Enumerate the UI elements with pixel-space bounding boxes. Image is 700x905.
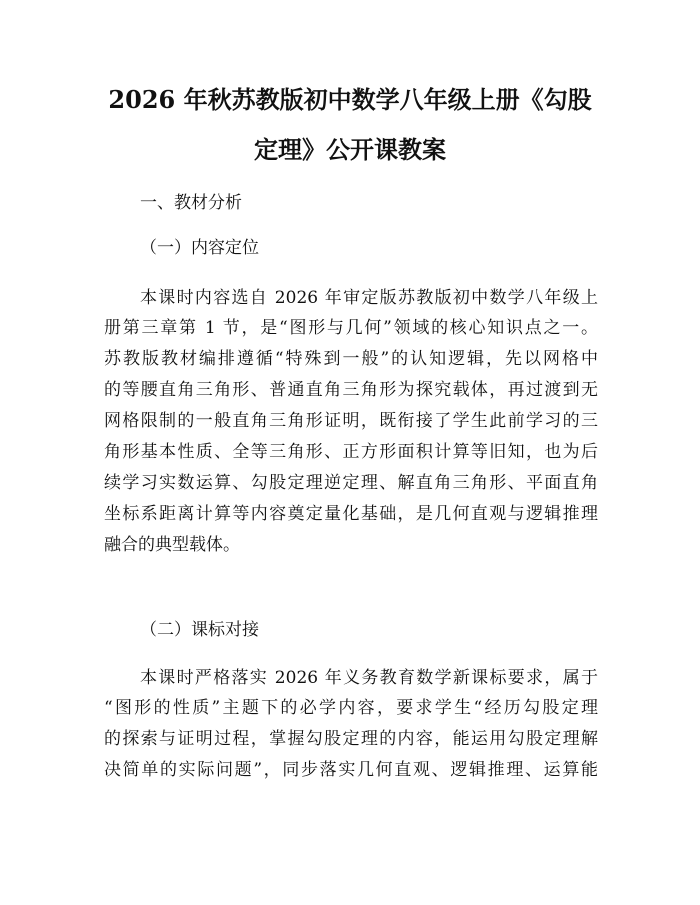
paragraph-line: 苏教版教材编排遵循“特殊到一般”的认知逻辑，先以网格中	[104, 349, 598, 369]
paragraph-line: 网格限制的一般直角三角形证明，既衔接了学生此前学习的三	[104, 411, 598, 431]
paragraph-line: 决简单的实际问题”，同步落实几何直观、逻辑推理、运算能	[104, 760, 598, 780]
document-title-line-1: 2026 年秋苏教版初中数学八年级上册《勾股	[108, 85, 592, 114]
paragraph-line: 续学习实数运算、勾股定理逆定理、解直角三角形、平面直角	[104, 473, 598, 493]
section-heading-teaching-material-analysis: 一、教材分析	[140, 193, 242, 213]
paragraph-line: 角形基本性质、全等三角形、正方形面积计算等旧知，也为后	[104, 442, 598, 462]
subsection-heading-content-positioning: （一）内容定位	[140, 238, 259, 258]
paragraph-line: 融合的典型载体。	[104, 535, 240, 555]
document-title-line-2: 定理》公开课教案	[254, 135, 446, 164]
paragraph-line: 本课时内容选自 2026 年审定版苏教版初中数学八年级上	[140, 288, 598, 308]
paragraph-line: 的等腰直角三角形、普通直角三角形为探究载体，再过渡到无	[104, 380, 598, 400]
paragraph-line: 坐标系距离计算等内容奠定量化基础，是几何直观与逻辑推理	[104, 504, 598, 524]
paragraph-line: 的探索与证明过程，掌握勾股定理的内容，能运用勾股定理解	[104, 729, 598, 749]
paragraph-line: 册第三章第 1 节，是“图形与几何”领域的核心知识点之一。	[104, 318, 598, 338]
paragraph-line: 本课时严格落实 2026 年义务教育数学新课标要求，属于	[140, 668, 598, 688]
paragraph-line: “图形的性质”主题下的必学内容，要求学生“经历勾股定理	[104, 698, 598, 718]
subsection-heading-curriculum-alignment: （二）课标对接	[140, 620, 259, 640]
